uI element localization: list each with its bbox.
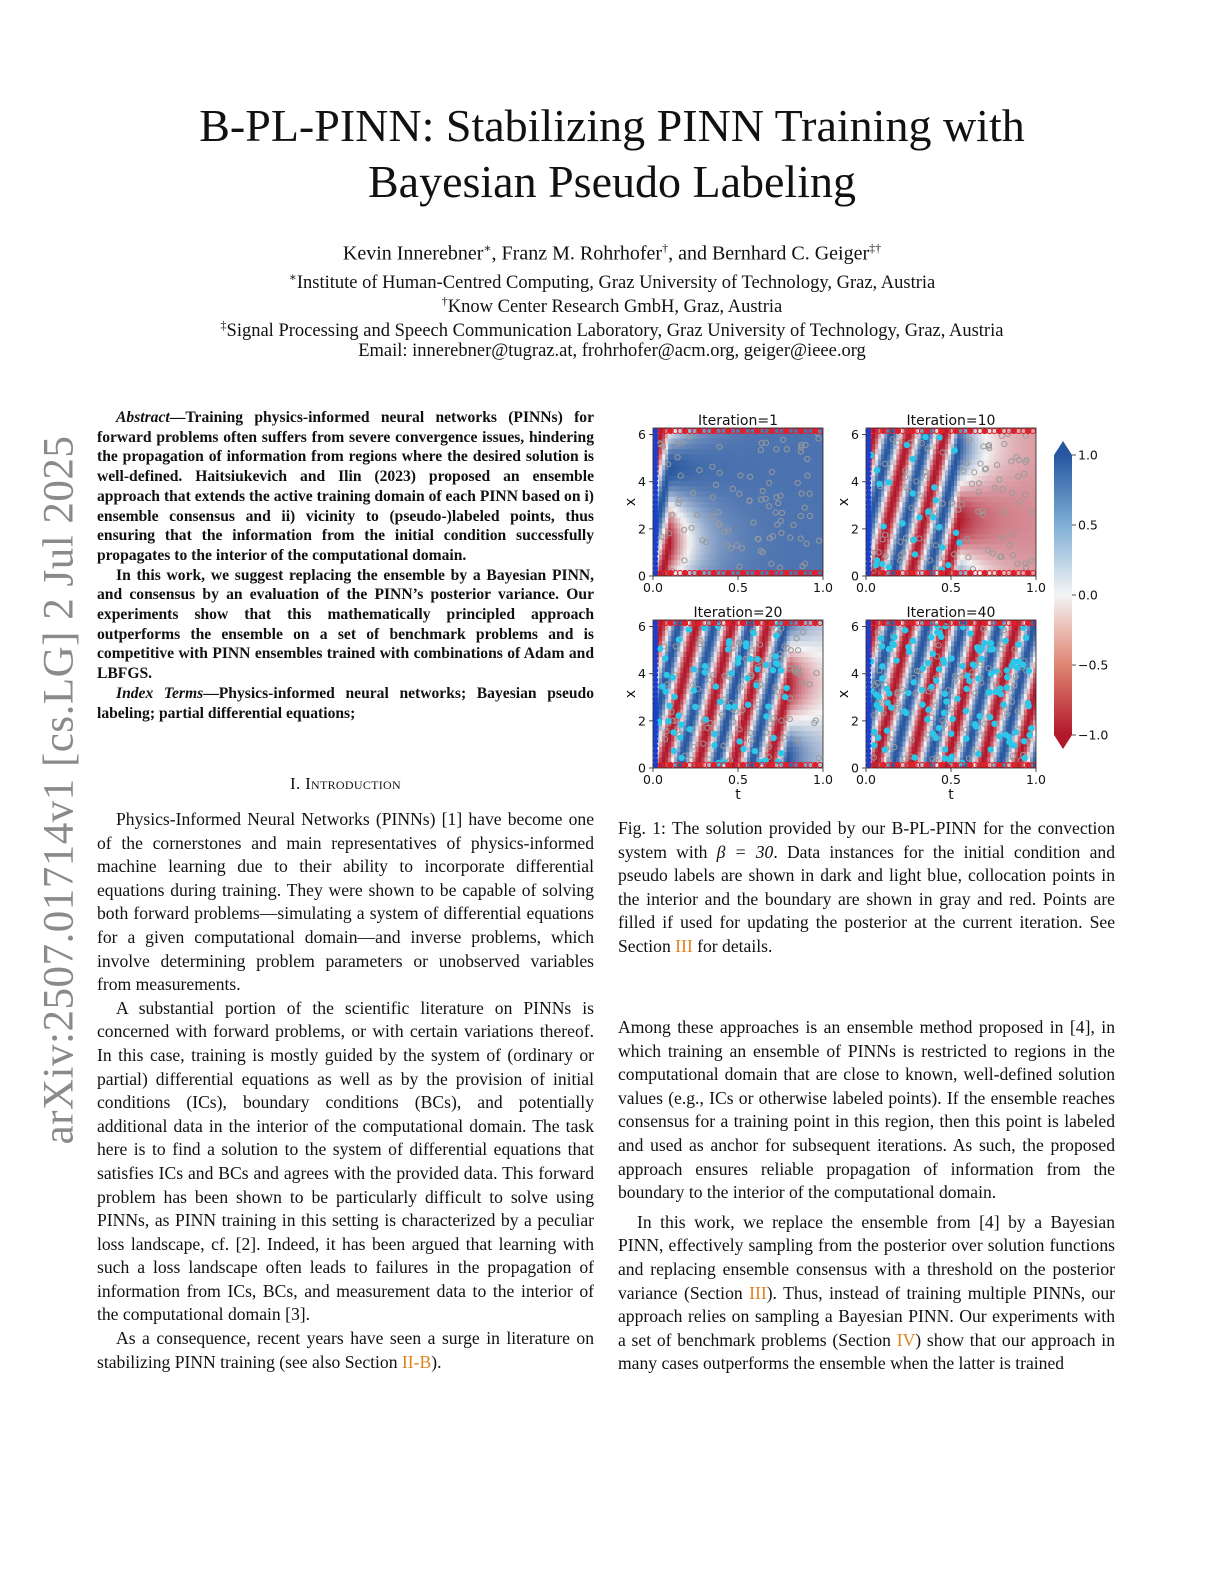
initial-condition-point (653, 457, 658, 462)
pseudo-label-point (879, 561, 885, 567)
initial-condition-point (866, 457, 871, 462)
x-tick-label: 1.0 (813, 580, 833, 595)
initial-condition-point (866, 447, 871, 452)
author-name: Franz M. Rohrhofer (501, 242, 663, 265)
pseudo-label-point (912, 551, 918, 557)
initial-condition-point (653, 542, 658, 547)
initial-condition-point (653, 561, 658, 566)
initial-condition-point (866, 452, 871, 457)
pseudo-label-point (916, 514, 922, 520)
pseudo-label-point (886, 564, 892, 570)
email-line: Email: innerebner@tugraz.at, frohrhofer@acm.org, geiger@ieee.org (358, 341, 866, 361)
initial-condition-point (866, 499, 871, 504)
paper-title (100, 98, 1124, 210)
y-tick-label: 2 (638, 521, 646, 537)
body-paragraph: A substantial portion of the scientific literature on PINNs is concerned with forward problems, or with certain variations thereof. In this case, training is mostly guided by the system of (ordinary or partial) differential equations as well as by the provision of initial conditions (ICs), boundary conditions (BCs), and potentially additional data in the interior of the computational domain. The task here is to find a solution to the system of differential equations that satisfies ICs and BCs and agrees with the provided data. This forward problem has been shown to be particularly difficult to solve using PINNs, as PINN training in this setting is characterized by a peculiar loss landscape, cf. [2]. Indeed, it has been argued that learning with such a loss landscape often leads to failures in the propagation of information from ICs, BCs, and measurement data to the interior of the computational domain [3]. (97, 997, 594, 1325)
author-name: Kevin Innerebner (342, 242, 484, 265)
initial-condition-point (653, 433, 658, 438)
initial-condition-point (866, 480, 871, 485)
section-heading: I. Introduction (290, 774, 401, 793)
abstract-paragraph: In this work, we suggest replacing the ensemble by a Bayesian PINN, and consensus by an evaluation of the PINN’s posterior variance. Our experiments show that this mathematically principled approach outperforms the ensemble on a set of benchmark problems and is competitive with PINN ensembles trained with combinations of Adam and LBFGS. (97, 566, 594, 683)
body-paragraph: Physics-Informed Neural Networks (PINNs) [1] have become one of the cornerstones and main representatives of physics-informed machine learning due to their ability to incorporate differential equations during training. They were shown to be capable of solving both forward problems—simulating a system of differential equations for a given computational domain—and inverse problems, which involve determining problem parameters or unobserved variables from measurements. (97, 809, 594, 995)
pseudo-label-point (886, 479, 892, 485)
affiliation: ∗Institute of Human-Centred Computing, Graz University of Technology, Graz, Austria (288, 270, 936, 294)
initial-condition-point (653, 471, 658, 476)
pseudo-label-point (945, 562, 951, 568)
pseudo-label-point (930, 514, 936, 520)
initial-condition-point (653, 547, 658, 552)
initial-condition-point (866, 518, 871, 523)
pseudo-label-point (904, 442, 910, 448)
initial-condition-point (866, 433, 871, 438)
initial-condition-point (866, 532, 871, 537)
initial-condition-point (866, 566, 871, 571)
initial-condition-point (866, 556, 871, 561)
initial-condition-point (866, 504, 871, 509)
initial-condition-point (653, 443, 658, 448)
initial-condition-point (866, 561, 871, 566)
initial-condition-point (866, 471, 871, 476)
initial-condition-point (866, 547, 871, 552)
initial-condition-point (653, 438, 658, 443)
initial-condition-point (653, 499, 658, 504)
panel-title: Iteration=10 (906, 413, 996, 429)
initial-condition-point (866, 476, 871, 481)
initial-condition-point (866, 443, 871, 448)
initial-condition-point (653, 476, 658, 481)
pseudo-label-point (939, 544, 945, 550)
index-terms: Index Terms—Physics-informed neural networks; Bayesian pseudo labeling; partial differential equations; (97, 684, 595, 722)
y-tick-label: 6 (851, 427, 859, 443)
initial-condition-point (866, 514, 871, 519)
y-axis-label: x (836, 497, 852, 507)
initial-condition-point (653, 551, 658, 556)
x-tick-label: 0.0 (643, 580, 663, 595)
y-tick-label: 2 (851, 521, 859, 537)
pseudo-label-point (874, 467, 880, 473)
initial-condition-point (653, 480, 658, 485)
affiliation: †Know Center Research GmbH, Graz, Austria (441, 294, 783, 318)
pseudo-label-point (951, 447, 957, 453)
intro-text (97, 808, 594, 1374)
initial-condition-point (653, 556, 658, 561)
y-tick-label: 0 (638, 568, 646, 584)
pseudo-label-point (876, 481, 882, 487)
initial-condition-point (653, 566, 658, 571)
section-link[interactable]: II-B (401, 1351, 432, 1372)
author-name: Bernhard C. Geiger (711, 242, 870, 265)
pseudo-label-point (909, 456, 915, 462)
pseudo-label-point (956, 540, 962, 546)
initial-condition-point (866, 490, 871, 495)
pseudo-label-point (911, 537, 917, 543)
chart-panel (623, 413, 833, 595)
initial-condition-point (653, 490, 658, 495)
initial-condition-point (653, 523, 658, 528)
initial-condition-point (653, 428, 658, 433)
initial-condition-point (653, 532, 658, 537)
panel-title: Iteration=1 (697, 413, 779, 429)
chart-panel (836, 413, 1046, 595)
initial-condition-point (866, 428, 871, 433)
pseudo-label-point (936, 524, 942, 530)
affiliation: ‡Signal Processing and Speech Communication Laboratory, Graz University of Technology, Graz, Austria (220, 318, 1004, 342)
pseudo-label-point (925, 509, 931, 515)
initial-condition-point (653, 485, 658, 490)
initial-condition-point (653, 528, 658, 533)
pseudo-label-point (899, 520, 905, 526)
initial-condition-point (653, 461, 658, 466)
initial-condition-point (653, 518, 658, 523)
body-paragraph: As a consequence, recent years have seen a surge in literature on stabilizing PINN training (see also Section II-B). (97, 1328, 594, 1372)
initial-condition-point (653, 452, 658, 457)
x-tick-label: 0.0 (856, 580, 876, 595)
pseudo-label-point (933, 497, 939, 503)
convection-solution-figure (616, 408, 1116, 804)
pseudo-label-point (953, 530, 959, 536)
initial-condition-point (653, 504, 658, 509)
x-tick-label: 0.5 (941, 580, 961, 595)
heatmap (653, 620, 824, 769)
pseudo-label-point (936, 434, 942, 440)
title-line-2: Bayesian Pseudo Labeling (367, 156, 856, 207)
initial-condition-point (653, 570, 658, 575)
heatmap (653, 428, 824, 577)
abstract-block (97, 408, 594, 723)
initial-condition-point (866, 466, 871, 471)
initial-condition-point (866, 509, 871, 514)
initial-condition-point (653, 466, 658, 471)
title-line-1: B-PL-PINN: Stabilizing PINN Training with (199, 100, 1025, 151)
initial-condition-point (653, 447, 658, 452)
pseudo-label-point (931, 484, 937, 490)
initial-condition-point (866, 438, 871, 443)
initial-condition-point (866, 542, 871, 547)
initial-condition-point (866, 485, 871, 490)
y-tick-label: 0 (851, 568, 859, 584)
initial-condition-point (866, 461, 871, 466)
x-tick-label: 1.0 (1026, 580, 1046, 595)
initial-condition-point (653, 495, 658, 500)
initial-condition-point (866, 528, 871, 533)
pseudo-label-point (922, 434, 928, 440)
y-tick-label: 6 (638, 427, 646, 443)
initial-condition-point (866, 551, 871, 556)
arxiv-identifier-stamp: arXiv:2507.01714v1 [cs.LG] 2 Jul 2025 (35, 435, 83, 1145)
initial-condition-point (653, 509, 658, 514)
chart-panel (623, 605, 833, 803)
abstract-paragraph: Abstract—Training physics-informed neural networks (PINNs) for forward problems often suffers from severe convergence issues, hindering the propagation of information from regions where the desired solution is well-defined. Haitsiukevich and Ilin (2023) proposed an ensemble approach that extends the active training domain of each PINN based on i) ensemble consensus and ii) vicinity to (pseudo-)labeled points, thus ensuring that the information from the initial condition successfully propagates to the interior of the computational domain. (97, 409, 594, 564)
initial-condition-point (866, 523, 871, 528)
initial-condition-point (866, 495, 871, 500)
x-tick-label: 0.5 (728, 580, 748, 595)
y-tick-label: 4 (851, 474, 859, 490)
heatmap (866, 428, 1037, 577)
pseudo-label-point (910, 490, 916, 496)
y-tick-label: 4 (638, 474, 646, 490)
pseudo-label-point (874, 557, 880, 563)
figure-1 (616, 408, 1116, 804)
initial-condition-point (866, 537, 871, 542)
pseudo-label-point (880, 523, 886, 529)
author-list: Kevin Innerebner∗, Franz M. Rohrhofer†, and Bernhard C. Geiger‡† (342, 241, 882, 265)
initial-condition-point (653, 537, 658, 542)
initial-condition-point (866, 570, 871, 575)
initial-condition-point (653, 514, 658, 519)
y-axis-label: x (623, 497, 639, 507)
